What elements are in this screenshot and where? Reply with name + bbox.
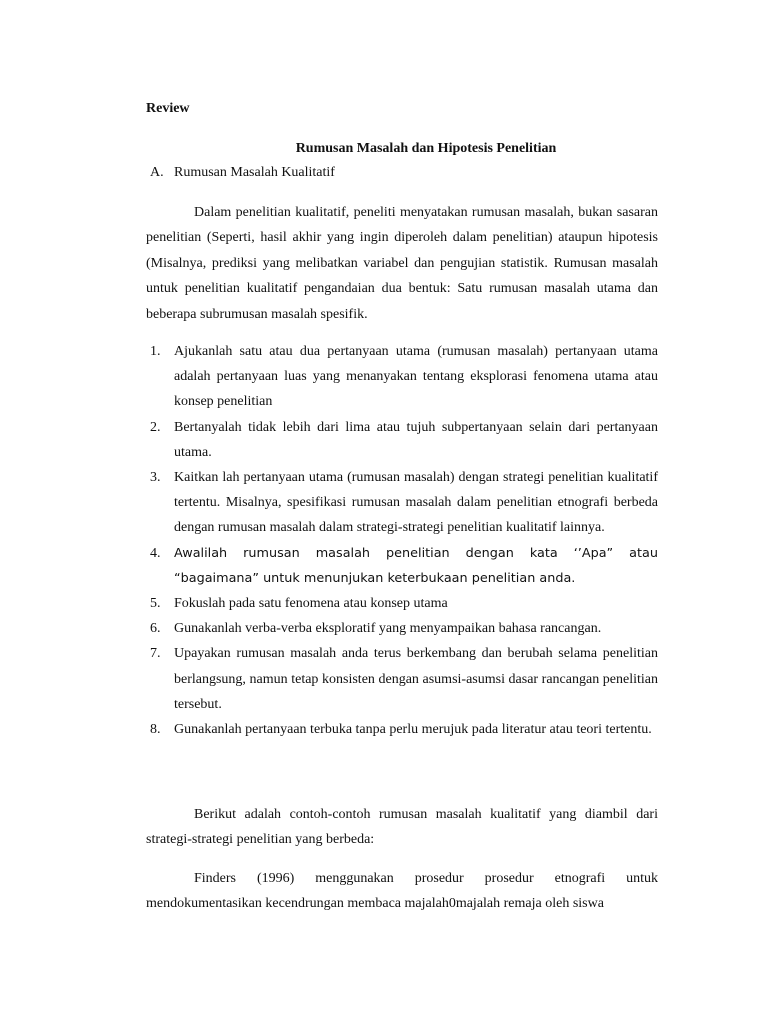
list-item-text: Upayakan rumusan masalah anda terus berkembang dan berubah selama penelitian berlangsung, namun tetap konsisten dengan asumsi-asumsi dasar rancangan penelitian tersebut. xyxy=(174,646,658,712)
list-item-number: 6. xyxy=(150,621,161,637)
finders-paragraph xyxy=(146,866,658,917)
list-item-text: Awalilah rumusan masalah penelitian dengan kata ‘’Apa” atau “bagaimana” untuk menunjukan keterbukaan penelitian anda. xyxy=(174,545,658,586)
list-item-number: 3. xyxy=(150,470,161,486)
list-item xyxy=(146,465,658,541)
intro-paragraph-text: Dalam penelitian kualitatif, peneliti menyatakan rumusan masalah, bukan sasaran penelitian (Seperti, hasil akhir yang ingin diperoleh dalam penelitian) ataupun hipotesis (Misalnya, prediksi yang melibatkan variabel dan pengujian statistik. Rumusan masalah untuk penelitian kualitatif pengandaian dua bentuk: Satu rumusan masalah utama dan beberapa subrumusan masalah spesifik. xyxy=(146,205,658,322)
list-item-text: Gunakanlah pertanyaan terbuka tanpa perlu merujuk pada literatur atau teori tertentu. xyxy=(174,722,652,738)
intro-paragraph xyxy=(146,200,658,327)
list-item-number: 5. xyxy=(150,596,161,612)
list-item xyxy=(146,717,658,742)
examples-paragraph xyxy=(146,802,658,853)
section-heading-text: Rumusan Masalah Kualitatif xyxy=(174,165,335,180)
finders-paragraph-text: Finders (1996) menggunakan prosedur prosedur etnografi untuk mendokumentasikan kecendrungan membaca majalah0majalah remaja oleh siswa xyxy=(146,871,658,912)
list-item-text: Gunakanlah verba-verba eksploratif yang menyampaikan bahasa rancangan. xyxy=(174,621,602,637)
list-item xyxy=(146,339,658,415)
list-item-text: Kaitkan lah pertanyaan utama (rumusan masalah) dengan strategi penelitian kualitatif tertentu. Misalnya, spesifikasi rumusan masalah dalam penelitian etnografi berbeda dengan rumusan masalah dalam strategi-strategi penelitian kualitatif lainnya. xyxy=(174,470,658,536)
list-item-number: 4. xyxy=(150,545,161,561)
list-item xyxy=(146,616,658,641)
list-item-text: Ajukanlah satu atau dua pertanyaan utama (rumusan masalah) pertanyaan utama adalah pertanyaan luas yang menanyakan tentang eksplorasi fenomena utama atau konsep penelitian xyxy=(174,344,658,410)
list-item-number: 1. xyxy=(150,344,161,359)
examples-paragraph-text: Berikut adalah contoh-contoh rumusan masalah kualitatif yang diambil dari strategi-strategi penelitian yang berbeda: xyxy=(146,807,658,848)
list-item xyxy=(146,641,658,717)
list-item-number: 8. xyxy=(150,722,161,738)
guidelines-list xyxy=(146,339,658,742)
list-item-text: Fokuslah pada satu fenomena atau konsep utama xyxy=(174,596,448,612)
list-item xyxy=(146,415,658,465)
section-letter: A. xyxy=(150,165,164,180)
list-item-number: 7. xyxy=(150,646,161,662)
section-heading xyxy=(150,165,335,181)
list-item xyxy=(146,591,658,616)
review-label: Review xyxy=(146,101,190,116)
page-title: Rumusan Masalah dan Hipotesis Penelitian xyxy=(295,141,557,156)
list-item xyxy=(146,541,658,591)
list-item-text: Bertanyalah tidak lebih dari lima atau tujuh subpertanyaan selain dari pertanyaan utama. xyxy=(174,419,658,460)
list-item-number: 2. xyxy=(150,419,161,435)
